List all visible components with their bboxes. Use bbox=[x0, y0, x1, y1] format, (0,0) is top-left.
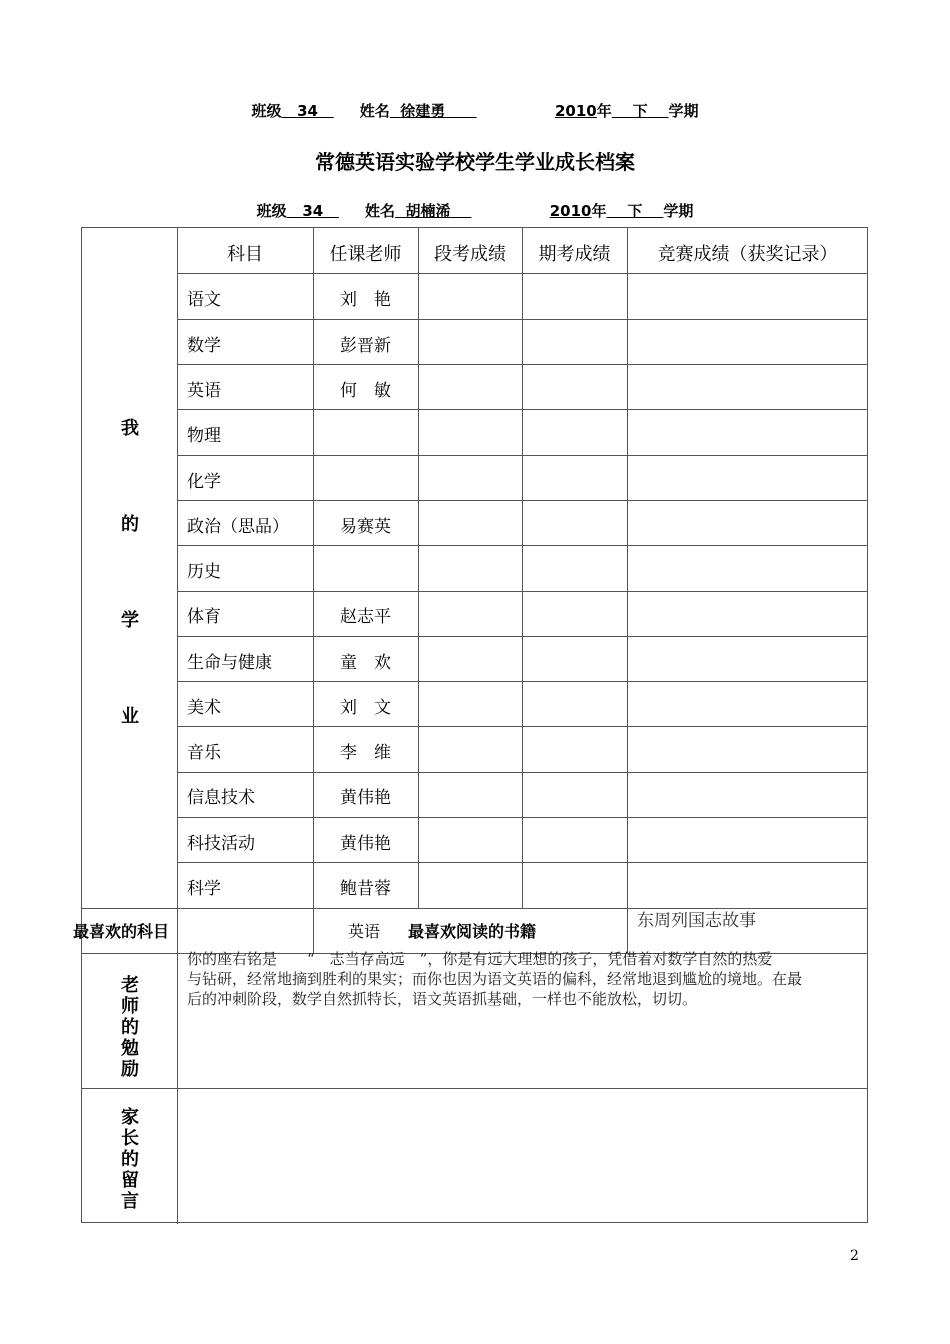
favorite-book-label: 最喜欢阅读的书籍 bbox=[408, 922, 537, 941]
subject-cell: 物理 bbox=[187, 426, 221, 446]
section-label-parent: 家 长 的 留 言 bbox=[121, 1107, 139, 1212]
favorite-subject-label: 最喜欢的科目 bbox=[73, 922, 170, 941]
column-header-final: 期考成绩 bbox=[538, 244, 611, 265]
subject-cell: 政治（思品） bbox=[187, 517, 289, 537]
section-label-study: 我 bbox=[121, 418, 139, 439]
class-label: 班级 bbox=[251, 102, 282, 120]
term-value: 下 bbox=[632, 102, 648, 120]
section-label-study: 业 bbox=[121, 706, 139, 727]
grid-line bbox=[177, 817, 868, 818]
grid-line bbox=[177, 500, 868, 501]
section-label-study: 学 bbox=[121, 610, 139, 631]
grid-line bbox=[522, 228, 523, 908]
teacher-cell: 鲍昔蓉 bbox=[340, 879, 391, 899]
grid-line bbox=[177, 364, 868, 365]
grid-line bbox=[177, 681, 868, 682]
subject-cell: 语文 bbox=[187, 290, 221, 310]
grid-line bbox=[177, 455, 868, 456]
term-label: 学期 bbox=[668, 102, 699, 120]
subject-cell: 化学 bbox=[187, 472, 221, 492]
grid-line bbox=[177, 726, 868, 727]
year-value: 2010 bbox=[549, 202, 592, 220]
grid-line bbox=[177, 319, 868, 320]
teacher-cell: 彭晋新 bbox=[340, 336, 391, 356]
grid-line bbox=[177, 636, 868, 637]
name-label: 姓名 bbox=[359, 102, 390, 120]
subject-cell: 体育 bbox=[187, 607, 221, 627]
subject-cell: 科技活动 bbox=[187, 834, 255, 854]
name-label: 姓名 bbox=[365, 202, 396, 220]
section-label-teacher: 老 师 的 勉 励 bbox=[121, 975, 139, 1080]
subject-cell: 生命与健康 bbox=[187, 653, 272, 673]
subject-cell: 音乐 bbox=[187, 743, 221, 763]
grid-line bbox=[82, 1088, 868, 1089]
teacher-cell: 赵志平 bbox=[340, 607, 391, 627]
grid-line bbox=[177, 772, 868, 773]
name-value: 徐建勇 bbox=[400, 102, 446, 120]
subject-cell: 美术 bbox=[187, 698, 221, 718]
page-number: 2 bbox=[850, 1248, 859, 1264]
column-header-subject: 科目 bbox=[227, 244, 263, 265]
grid-line bbox=[177, 409, 868, 410]
teacher-cell: 易赛英 bbox=[340, 517, 391, 537]
column-header-competition: 竞赛成绩（获奖记录） bbox=[657, 244, 838, 265]
subject-cell: 英语 bbox=[187, 381, 221, 401]
favorite-book-value: 东周列国志故事 bbox=[637, 911, 756, 931]
teacher-comment-line: 你的座右铭是 “ 志当存高远 ”，你是有远大理想的孩子，凭借着对数学自然的热爱 bbox=[187, 950, 773, 968]
year-label: 年 bbox=[591, 202, 607, 220]
class-value: 34 bbox=[302, 202, 324, 220]
section-label-study: 的 bbox=[121, 514, 139, 535]
class-value: 34 bbox=[297, 102, 318, 120]
header-line-top bbox=[0, 100, 950, 121]
year-value: 2010 bbox=[554, 102, 597, 120]
subject-cell: 信息技术 bbox=[187, 788, 255, 808]
teacher-cell: 黄伟艳 bbox=[340, 834, 391, 854]
teacher-cell: 刘 文 bbox=[340, 698, 391, 718]
page-title: 常德英语实验学校学生学业成长档案 bbox=[315, 150, 635, 174]
class-label: 班级 bbox=[256, 202, 287, 220]
grid-line bbox=[177, 591, 868, 592]
teacher-comment-line: 后的冲刺阶段，数学自然抓特长，语文英语抓基础，一样也不能放松，切切。 bbox=[187, 990, 698, 1008]
teacher-cell: 何 敏 bbox=[340, 381, 391, 401]
teacher-cell: 黄伟艳 bbox=[340, 788, 391, 808]
grid-line bbox=[177, 273, 868, 274]
grid-line bbox=[177, 545, 868, 546]
subject-cell: 历史 bbox=[187, 562, 221, 582]
teacher-cell: 刘 艳 bbox=[340, 290, 391, 310]
header-line-main bbox=[0, 200, 950, 221]
grid-line bbox=[418, 228, 419, 908]
name-value: 胡楠浠 bbox=[405, 202, 451, 220]
teacher-cell: 李 维 bbox=[340, 743, 391, 763]
teacher-cell: 童 欢 bbox=[340, 653, 391, 673]
teacher-comment-line: 与钻研，经常地摘到胜利的果实；而你也因为语文英语的偏科，经常地退到尴尬的境地。在最 bbox=[187, 970, 803, 988]
term-value: 下 bbox=[627, 202, 643, 220]
column-header-teacher: 任课老师 bbox=[329, 244, 402, 265]
year-label: 年 bbox=[596, 102, 612, 120]
favorite-subject-value: 英语 bbox=[348, 922, 381, 941]
term-label: 学期 bbox=[663, 202, 694, 220]
column-header-midterm: 段考成绩 bbox=[434, 244, 506, 265]
grid-line bbox=[177, 862, 868, 863]
subject-cell: 科学 bbox=[187, 879, 221, 899]
subject-cell: 数学 bbox=[187, 336, 221, 356]
